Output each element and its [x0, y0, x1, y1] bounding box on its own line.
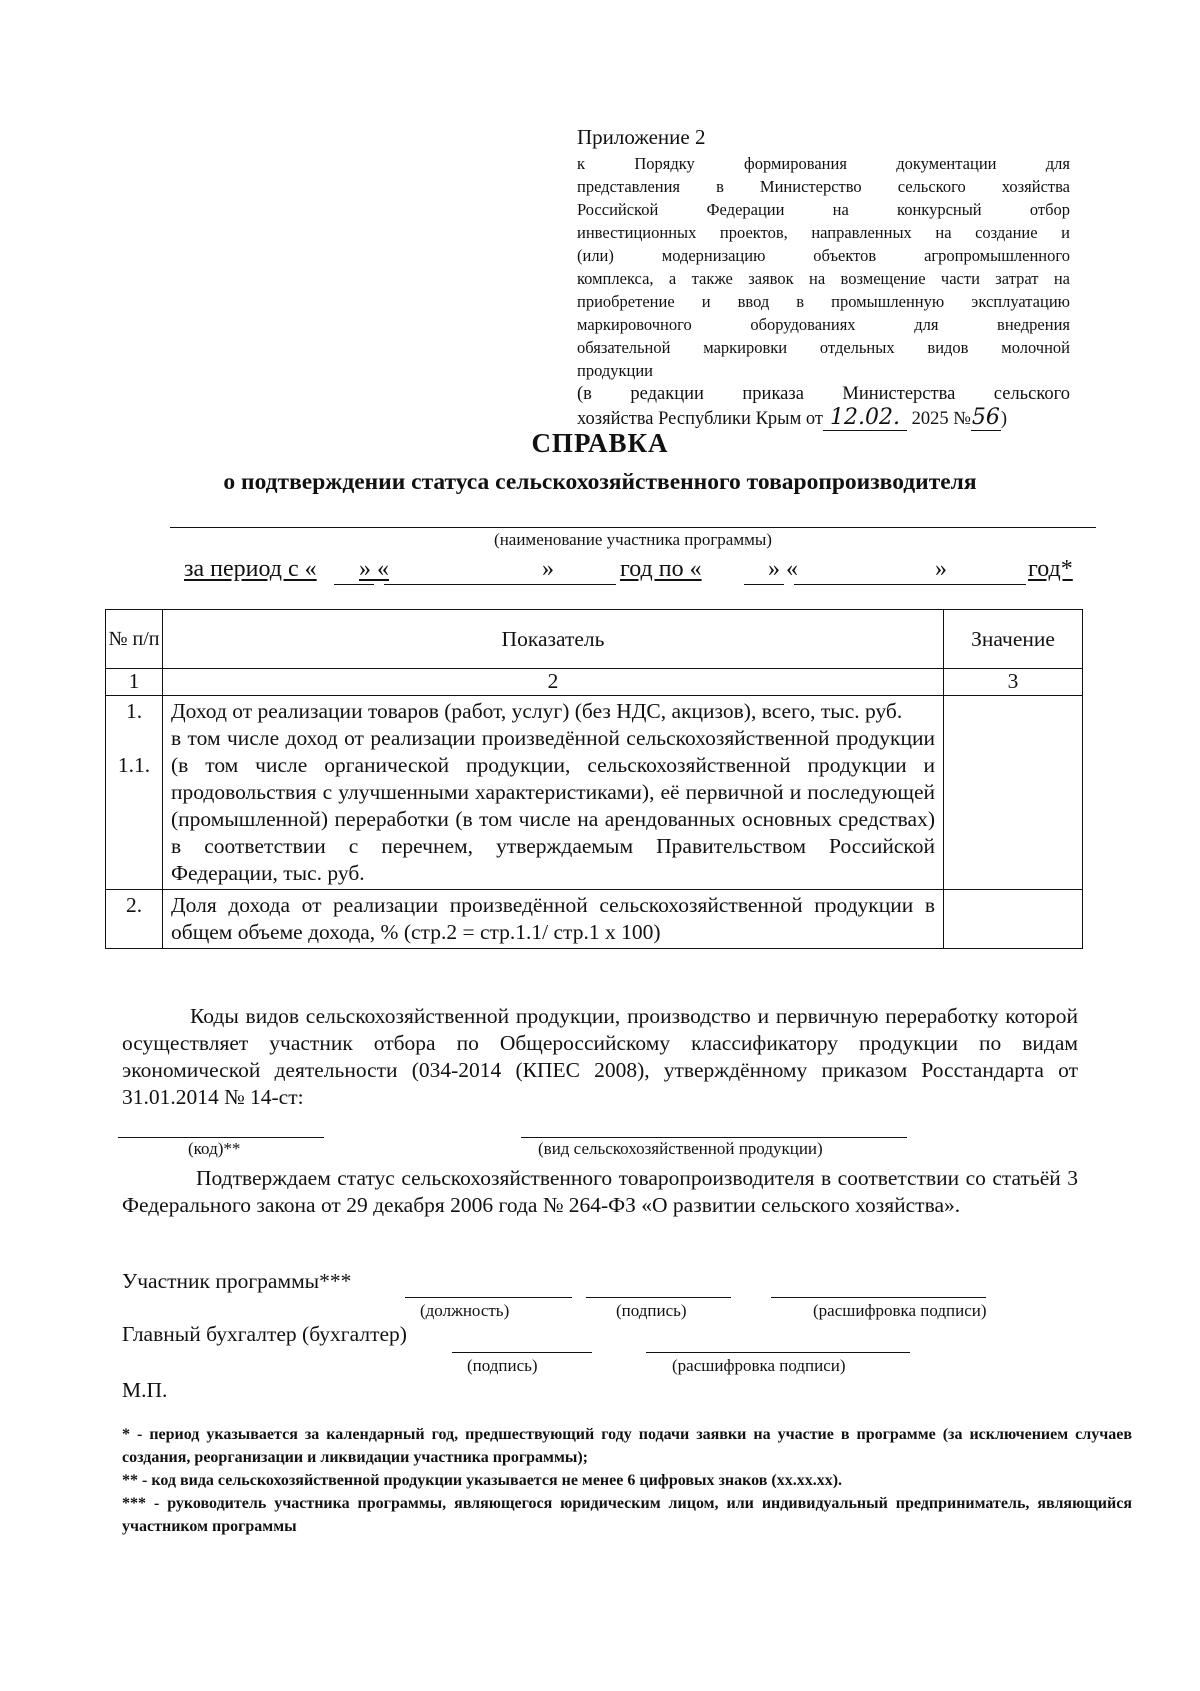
handwritten-number: 56 [971, 405, 1000, 430]
row-number: 1. [125, 699, 143, 723]
blank-year-line [946, 584, 1026, 585]
confirm-text: Подтверждаем статус сельскохозяйственного товаропроизводителя в соответствии со статьёй 3 Федерального закона от 29 декабря 2006 года № 264-ФЗ «О развитии сельского хозяйства». [122, 1166, 1078, 1217]
colnum-cell: 3 [944, 669, 1083, 696]
appendix-line: инвестиционных проектов, направленных на создание и [577, 223, 1070, 242]
position-caption: (должность) [420, 1301, 510, 1320]
footnote-2: ** - код вида сельскохозяйственной продукции указывается не менее 6 цифровых знаков (хх.хх.хх). [122, 1472, 843, 1489]
product-kind-caption: (вид сельскохозяйственной продукции) [538, 1139, 823, 1158]
row-indicator-text: Доля дохода от реализации произведённой сельскохозяйственной продукции в общем объеме дохода, % (стр.2 = стр.1.1/ стр.1 х 100) [171, 893, 935, 944]
table-row [106, 696, 1083, 890]
row-indicator-cell [163, 890, 944, 949]
appendix-line: маркировочного оборудованиях для внедрения [577, 315, 1070, 334]
footnotes [122, 1423, 1132, 1538]
blank-day-line [744, 584, 784, 585]
row-value-cell[interactable] [944, 696, 1083, 890]
accountant-signature-caption: (подпись) [467, 1356, 538, 1375]
participant-label: Участник программы*** [122, 1269, 352, 1293]
row-number-cell [106, 696, 163, 890]
edition-year: 2025 № [907, 409, 971, 429]
row-number-spacer [106, 725, 162, 752]
codes-paragraph [122, 1003, 1078, 1111]
accountant-decode-line [646, 1352, 910, 1353]
code-line [118, 1137, 324, 1138]
blank-day-line [334, 584, 374, 585]
participant-name-line [170, 527, 1096, 528]
header-indicator [163, 610, 944, 669]
period-year-label: год* [1028, 556, 1073, 582]
decode-caption: (расшифровка подписи) [813, 1301, 987, 1320]
blank-month-line [794, 584, 946, 585]
accountant-decode-caption: (расшифровка подписи) [672, 1356, 846, 1375]
appendix-title: Приложение 2 [577, 125, 706, 149]
edition-prefix: хозяйства Республики Крым от [577, 409, 824, 429]
period-quote: » « [768, 556, 798, 582]
header-value-text: Значение [971, 626, 1055, 651]
appendix-line: комплекса, а также заявок на возмещение части затрат на [577, 269, 1070, 288]
appendix-block [577, 124, 1070, 431]
period-to-label: год по « [620, 556, 702, 582]
accountant-label: Главный бухгалтер (бухгалтер) [122, 1322, 407, 1346]
period-quote: » « [359, 556, 389, 582]
appendix-line: Российской Федерации на конкурсный отбор [577, 200, 1070, 219]
handwritten-date: 12.02. [823, 406, 907, 431]
codes-text: Коды видов сельскохозяйственной продукции, производство и первичную переработку которой осуществляет участник отбора по Общероссийскому классификатору продукции по видам экономической деятельности (034-2014 (КПЕС 2008), утверждённому приказом Росстандарта от 31.01.2014 № 14-ст: [122, 1004, 1078, 1109]
table-row [106, 890, 1083, 949]
colnum-cell: 1 [106, 669, 163, 696]
period-from-label: за период с « [184, 556, 317, 582]
confirm-paragraph [122, 1165, 1078, 1219]
appendix-edition [577, 382, 1070, 431]
position-line [405, 1297, 572, 1298]
row-number-cell [106, 890, 163, 949]
appendix-line: продукции [577, 361, 654, 380]
accountant-signature-line [452, 1352, 592, 1353]
appendix-line: представления в Министерство сельского хозяйства [577, 177, 1070, 196]
footnote-3: *** - руководитель участника программы, являющегося юридическим лицом, или индивидуальный предприниматель, являющийся участником программы [122, 1495, 1132, 1535]
period-row [184, 556, 1080, 588]
product-kind-line [521, 1137, 907, 1138]
row-number: 1.1. [117, 753, 151, 777]
period-quote: » [935, 556, 947, 582]
stamp-label: М.П. [122, 1378, 168, 1402]
signature-line [586, 1297, 731, 1298]
participant-caption: (наименование участника программы) [494, 530, 772, 549]
row-number: 2. [125, 893, 143, 917]
appendix-line: (или) модернизацию объектов агропромышленного [577, 246, 1070, 265]
header-num [106, 610, 163, 669]
colnum-cell: 2 [163, 669, 944, 696]
header-num-text: № п/п [108, 628, 160, 650]
appendix-line: обязательной маркировки отдельных видов молочной [577, 338, 1070, 357]
row-indicator-text: в том числе доход от реализации произведённой сельскохозяйственной продукции (в том числе органической продукции, сельскохозяйственной продукции и продовольствия с улучшенными характеристиками), её первичной и последующей (промышленной) переработки (в том числе на арендованных основных средствах) в соответствии с перечнем, утверждаемым Правительством Российской Федерации, тыс. руб. [171, 726, 935, 885]
table-row-column-numbers [106, 669, 1083, 696]
signature-decode-line [771, 1297, 986, 1298]
header-indicator-text: Показатель [501, 626, 605, 651]
signature-caption: (подпись) [616, 1301, 687, 1320]
appendix-line: приобретение и ввод в промышленную эксплуатацию [577, 292, 1070, 311]
blank-month-line [384, 584, 554, 585]
appendix-body [577, 152, 1070, 382]
document-subtitle: о подтверждении статуса сельскохозяйственного товаропроизводителя [223, 469, 977, 495]
edition-line: (в редакции приказа Министерства сельского [577, 384, 1070, 404]
appendix-line: к Порядку формирования документации для [577, 154, 1070, 173]
row-value-cell[interactable] [944, 890, 1083, 949]
indicators-table [105, 609, 1083, 949]
table-header-row [106, 610, 1083, 669]
document-title: СПРАВКА [531, 428, 669, 458]
row-indicator-cell [163, 696, 944, 890]
blank-year-line [554, 584, 616, 585]
period-quote: » [542, 556, 554, 582]
edition-close: ) [1000, 409, 1008, 429]
code-caption: (код)** [188, 1139, 241, 1158]
row-indicator-text: Доход от реализации товаров (работ, услуг) (без НДС, акцизов), всего, тыс. руб. [171, 699, 903, 723]
footnote-1: * - период указывается за календарный год, предшествующий году подачи заявки на участие в программе (за исключением случаев создания, реорганизации и ликвидации участника программы); [122, 1426, 1132, 1466]
header-value [944, 610, 1083, 669]
